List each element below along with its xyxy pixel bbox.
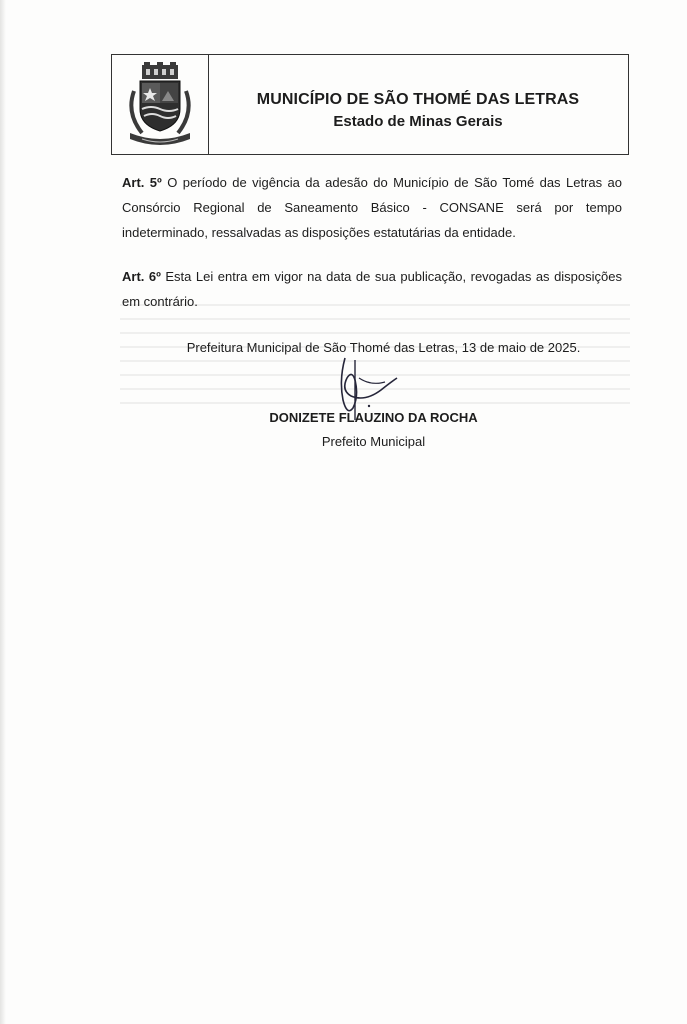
letterhead <box>111 54 629 155</box>
article-6-label: Art. 6º <box>122 269 161 284</box>
article-5 <box>122 170 622 245</box>
article-5-label: Art. 5º <box>122 175 162 190</box>
page-edge <box>0 0 6 1024</box>
article-6-text: Esta Lei entra em vigor na data de sua publicação, revogadas as disposições em contrário. <box>122 269 622 309</box>
article-6 <box>122 264 622 314</box>
state-subtitle: Estado de Minas Gerais <box>333 113 503 130</box>
signer-role: Prefeito Municipal <box>321 434 426 449</box>
signer-name: DONIZETE FLAUZINO DA ROCHA <box>269 410 478 425</box>
dateline: Prefeitura Municipal de São Thomé das Letras, 13 de maio de 2025. <box>186 340 581 355</box>
article-5-text: O período de vigência da adesão do Município de São Tomé das Letras ao Consórcio Regional de Saneamento Básico - CONSANE será por tempo indeterminado, ressalvadas as disposições estatutárias da entidade. <box>122 175 622 240</box>
municipal-coat-of-arms-icon <box>120 61 200 147</box>
municipality-title: MUNICÍPIO DE SÃO THOMÉ DAS LETRAS <box>256 91 580 108</box>
letterhead-titles <box>208 55 628 154</box>
logo-cell <box>112 55 209 154</box>
